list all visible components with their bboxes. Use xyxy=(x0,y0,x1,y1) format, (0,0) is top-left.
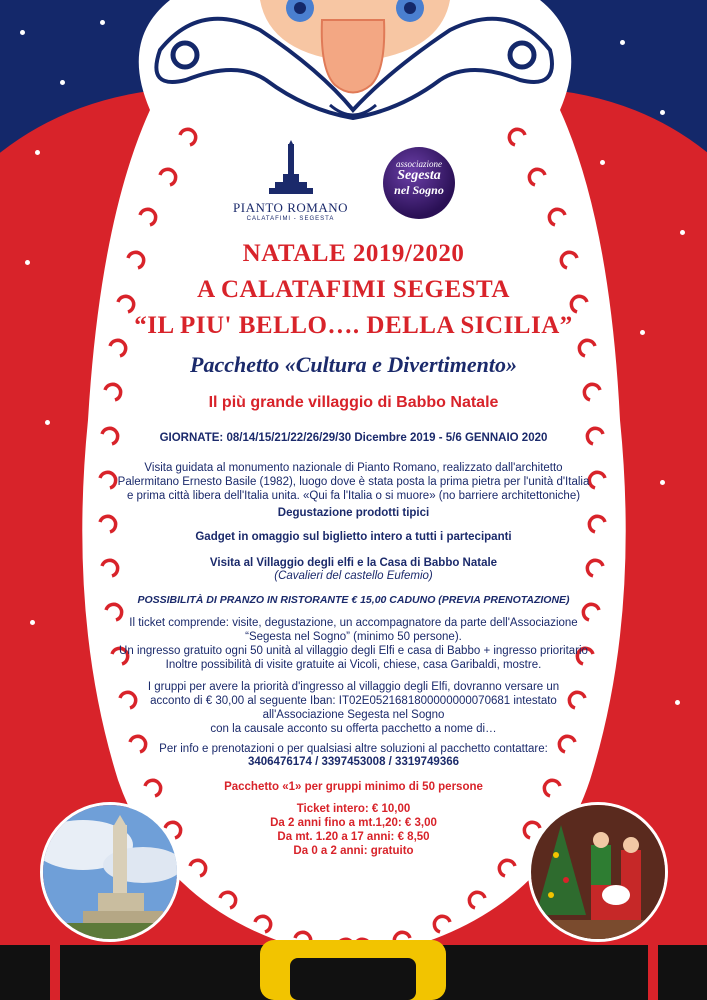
pianto-romano-logo xyxy=(228,140,353,222)
visit-description xyxy=(0,461,707,503)
title-line-2: A CALATAFIMI SEGESTA xyxy=(197,276,510,303)
groups-line: acconto di € 30,00 al seguente Iban: IT02E0521681800000000070681 intestato xyxy=(150,695,557,707)
visit-line: e prima città libera dell'Italia unita. «Qui fa l'Italia o si muore» (no barriere architettoniche) xyxy=(126,490,581,502)
phone-numbers: 3406476174 / 3397453008 / 3319749366 xyxy=(247,756,460,768)
dates-line: GIORNATE: 08/14/15/21/22/26/29/30 Dicembre 2019 - 5/6 GENNAIO 2020 xyxy=(159,432,548,444)
logo-subtitle: CALATAFIMI - SEGESTA xyxy=(246,216,335,222)
ticket-includes xyxy=(0,616,707,672)
knights-line: (Cavalieri del castello Eufemio) xyxy=(274,570,433,582)
monument-photo xyxy=(40,802,180,942)
price-line: Da mt. 1.20 a 17 anni: € 8,50 xyxy=(277,831,430,843)
ticket-line: “Segesta nel Sogno” (minimo 50 persone). xyxy=(245,631,462,643)
price-line: Da 0 a 2 anni: gratuito xyxy=(293,845,414,857)
logo-name: PIANTO ROMANO xyxy=(233,200,348,215)
ticket-line: Il ticket comprende: visite, degustazione, un accompagnatore da parte dell'Associazione xyxy=(129,617,578,629)
visit-line: Palermitano Ernesto Basile (1982), luogo dove è stata posta la prima pietra per l'unità d'Italia xyxy=(117,476,590,488)
visit-line: Visita guidata al monumento nazionale di Pianto Romano, realizzato dall'architetto xyxy=(144,462,563,474)
groups-line: all'Associazione Segesta nel Sogno xyxy=(262,709,445,721)
elves-village-line: Visita al Villaggio degli elfi e la Casa di Babbo Natale xyxy=(209,557,498,569)
title-line-1: NATALE 2019/2020 xyxy=(242,240,465,267)
logo-assoc-line2: Segesta xyxy=(397,168,441,183)
logo-assoc-line3: nel Sogno xyxy=(394,183,444,197)
segesta-nel-sogno-logo xyxy=(383,147,455,219)
title-line-3: “IL PIU' BELLO…. DELLA SICILIA” xyxy=(134,312,573,339)
tasting-line: Degustazione prodotti tipici xyxy=(277,507,430,519)
santa-house-photo xyxy=(528,802,668,942)
groups-line: I gruppi per avere la priorità d'ingresso al villaggio degli Elfi, dovranno versare un xyxy=(147,681,560,693)
groups-info xyxy=(0,680,707,736)
groups-line: con la causale acconto su offerta pacchetto a nome di… xyxy=(210,723,497,735)
ticket-line: Un ingresso gratuito ogni 50 unità al villaggio degli Elfi e casa di Babbo + ingresso prioritario xyxy=(119,645,588,657)
gadget-line: Gadget in omaggio sul biglietto intero a tutti i partecipanti xyxy=(195,531,512,543)
village-subheading: Il più grande villaggio di Babbo Natale xyxy=(208,394,499,411)
package-1-line: Pacchetto «1» per gruppi minimo di 50 persone xyxy=(224,781,483,793)
package-heading: Pacchetto «Cultura e Divertimento» xyxy=(190,352,517,377)
ticket-line: Inoltre possibilità di visite gratuite ai Vicoli, chiese, casa Garibaldi, mostre. xyxy=(165,659,542,671)
lunch-line: POSSIBILITÀ DI PRANZO IN RISTORANTE € 15,00 CADUNO (PREVIA PRENOTAZIONE) xyxy=(137,594,570,606)
contact-info: Per info e prenotazioni o per qualsiasi altre soluzioni al pacchetto contattare: xyxy=(159,743,548,755)
price-line: Da 2 anni fino a mt.1,20: € 3,00 xyxy=(270,817,437,829)
logo-assoc-line1: associazione xyxy=(396,159,442,169)
monument-icon xyxy=(269,140,313,198)
price-line: Ticket intero: € 10,00 xyxy=(296,803,411,815)
